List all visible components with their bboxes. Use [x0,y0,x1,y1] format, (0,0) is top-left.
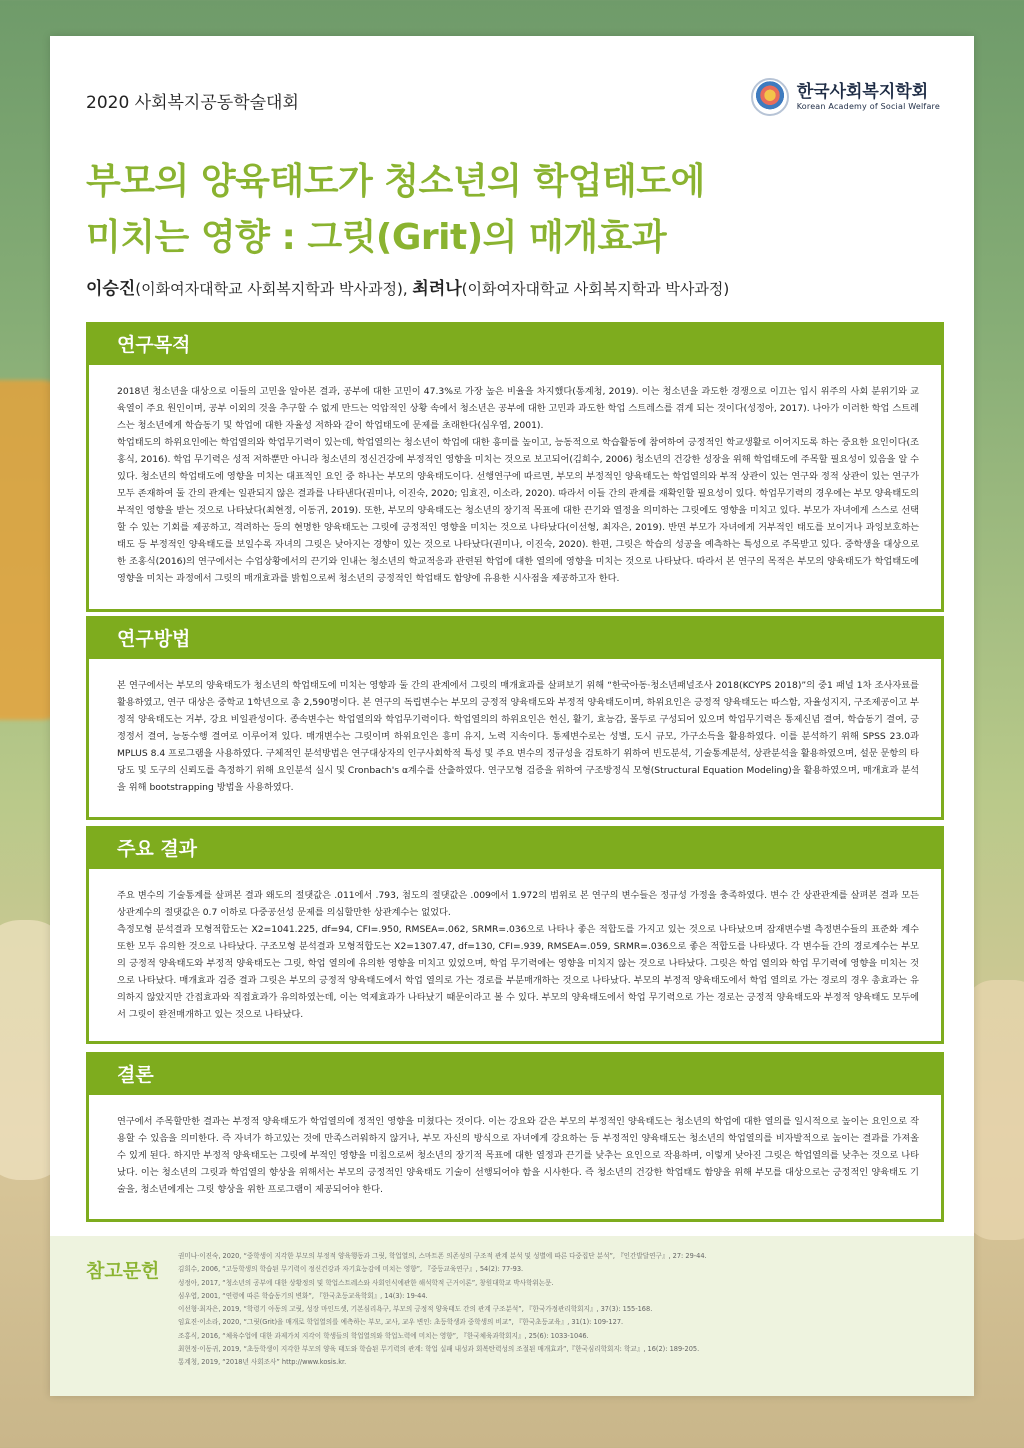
section-heading: 연구목적 [117,334,191,356]
page-title [86,154,946,266]
paragraph: 학업태도의 하위요인에는 학업열의와 학업무기력이 있는데, 학업열의는 청소년이 학업에 대한 흥미를 높이고, 능동적으로 학습활동에 참여하여 긍정적인 학교생활로 이어지도록 하는 중요한 요인이다(조홍식, 2016). 학업 무기력은 성적 저하뿐만 아니라 청소년의 정신건강에 부정적인 영향을 미치는 것으로 보고되어(김희수, 2006) 청소년의 건강한 성장을 위해 학업태도에 주목할 필요성이 있음을 알 수 있다. 청소년의 학업태도에 영향을 미치는 대표적인 요인 중 하나는 부모의 양육태도이다. 선행연구에 따르면, 부모의 부정적인 양육태도는 학업열의와 부적 상관이 있는 연구와 정적 상관이 있는 연구가 모두 존재하여 둘 간의 관계는 일관되지 않은 결과를 나타낸다(권미나, 이진숙, 2020; 임효진, 이소라, 2020). 따라서 이들 간의 관계를 재확인할 필요성이 있다. 학업무기력의 경우에는 부모 양육태도의 부적인 영향을 받는 것으로 나타났다(최현정, 이동귀, 2019). 또한, 부모의 양육태도는 청소년의 장기적 목표에 대한 끈기와 열정을 의미하는 그릿에도 영향을 미치고 있다. 부모가 자녀에게 스스로 선택할 수 있는 기회를 제공하고, 격려하는 등의 현명한 양육태도는 그릿에 긍정적인 영향을 미치는 것으로 나타났다(이선형, 최자은, 2019). 반면 부모가 자녀에게 거부적인 태도를 보이거나 과잉보호하는 태도 등 부정적인 양육태도를 보일수록 자녀의 그릿은 낮아지는 경향이 있는 것으로 나타났다(권미나, 이진숙, 2020). 한편, 그릿은 학습의 성공을 예측하는 특성으로 주목받고 있다. 중학생을 대상으로 한 조홍식(2016)의 연구에서는 수업상황에서의 끈기와 인내는 청소년의 학교적응과 관련된 학업에 대한 열의에 영향을 미치는 것으로 나타났다. 따라서 본 연구의 목적은 부모의 양육태도가 학업태도에 영향을 미치는 과정에서 그릿의 매개효과를 밝힘으로써 청소년의 긍정적인 학업태도 함양에 유용한 시사점을 제공하고자 한다. [117,437,919,584]
reference-item: 조홍식, 2016, “체육수업에 대한 과제가치 지각이 학생들의 학업열의와 학업노력에 미치는 영향”, 『한국체육과학회지』, 25(6): 1033-1046. [178,1331,589,1340]
author-name: 최려나 [412,279,462,299]
section-heading: 연구방법 [117,628,191,650]
reference-item: 최현정·이동귀, 2019, “초등학생이 지각한 부모의 양육 태도와 학습된 무기력의 관계: 학업 실패 내성과 회복탄력성의 조절된 매개효과”,『한국심리학회지: 학교』, 16(2): 189-205. [178,1345,700,1354]
section-body [89,869,941,1037]
paragraph: 측정모형 분석결과 모형적합도는 Χ2=1041.225, df=94, CFI=.950, RMSEA=.062, SRMR=.036으로 나타나 좋은 적합도를 가지고 있는 것으로 나타났으며 잠재변수별 측정변수들의 표준화 계수 또한 모두 유의한 것으로 나타났다. 구조모형 분석결과 모형적합도는 Χ2=1307.47, df=130, CFI=.939, RMSEA=.059, SRMR=.036으로 좋은 적합도를 나타냈다. 각 변수들 간의 경로계수는 부모의 긍정적 양육태도와 부정적 양육태도는 그릿, 학업 열의에 유의한 영향을 미치고 있었으며, 학업 무기력에는 영향을 미치지 않는 것으로 나타났다. 그릿은 학업 열의와 학업 무기력에 영향을 미치는 것으로 나타났다. 매개효과 검증 결과 그릿은 부모의 긍정적 양육태도에서 학업 열의로 가는 경로를 부분매개하는 것으로 나타났다. 부모의 부정적 양육태도에서 학업 열의로 가는 경로의 경우 총효과는 유의하지 않았지만 간접효과와 직접효과가 유의하였는데, 이는 억제효과가 나타났기 때문이라고 볼 수 있다. 부모의 양육태도에서 학업 무기력으로 가는 경로는 긍정적 양육태도와 부정적 양육태도 모두에서 그릿이 완전매개하고 있는 것으로 나타났다. [117,924,919,1020]
references-heading: 참고문헌 [86,1260,160,1282]
reference-item: 권미나·이진숙, 2020, “중학생이 지각한 부모의 부정적 양육행동과 그릿, 학업열의, 스마트폰 의존성의 구조적 관계 분석 및 성별에 따른 다중집단 분석”, 『인간발달연구』, 27: 29-44. [178,1252,707,1260]
author-affiliation: (이화여자대학교 사회복지학과 박사과정), [135,280,413,298]
society-name-ko: 한국사회복지학회 [796,81,929,102]
section-header [89,619,941,659]
section-header [89,1055,941,1095]
section-header [89,829,941,869]
title-line: 부모의 양육태도가 청소년의 학업태도에 [86,161,705,202]
reference-item: 통계청, 2019, “2018년 사회조사” http://www.kosis.kr. [178,1358,347,1367]
section-heading: 주요 결과 [117,838,198,860]
reference-item: 김희수, 2006, “고등학생의 학습된 무기력이 정신건강과 자기효능감에 미치는 영향”, 『중등교육연구』, 54(2): 77-93. [178,1265,524,1274]
paragraph: 주요 변수의 기술통계를 살펴본 결과 왜도의 절댓값은 .011에서 .793, 첨도의 절댓값은 .009에서 1.972의 범위로 본 연구의 변수들은 정규성 가정을 충족하였다. 변수 간 상관관계를 살펴본 결과 모든 상관계수의 절댓값은 0.7 이하로 다중공선성 문제를 의심할만한 상관계수는 없었다. [117,890,919,918]
reference-item: 성정아, 2017, “청소년의 공부에 대한 상황정의 및 학업스트레스와 사회인식에관한 해석학적 근거이론”, 창원대학교 박사학위논문. [178,1278,554,1287]
section-method [86,616,944,820]
society-emblem-icon [751,78,789,116]
conference-name: 2020 사회복지공동학술대회 [86,93,299,113]
section-body [89,659,941,810]
author-line [86,274,729,299]
section-conclusion [86,1052,944,1222]
references-panel [50,1236,974,1396]
section-body [89,365,941,601]
society-name-en: Korean Academy of Social Welfare [796,102,940,112]
paragraph: 본 연구에서는 부모의 양육태도가 청소년의 학업태도에 미치는 영향과 둘 간의 관계에서 그릿의 매개효과를 살펴보기 위해 “한국아동·청소년패널조사 2018(KCYPS 2018)”의 중1 패널 1차 조사자료를 활용하였고, 연구 대상은 중학교 1학년으로 총 2,590명이다. 본 연구의 독립변수는 부모의 긍정적 양육태도와 부정적 양육태도이며, 하위요인은 긍정적 양육태도는 따스함, 자율성지지, 구조제공이고 부정적 양육태도는 거부, 강요 비일관성이다. 종속변수는 학업열의와 학업무기력이다. 학업열의의 하위요인은 헌신, 활기, 효능감, 몰두로 구성되어 있으며 학업무기력은 통제신념 결여, 학습동기 결여, 긍정정서 결여, 능동수행 결여로 이루어져 있다. 매개변수는 그릿이며 하위요인은 흥미 유지, 노력 지속이다. 통제변수로는 성별, 도시 규모, 가구소득을 활용하였다. 이를 분석하기 위해 SPSS 23.0과 MPLUS 8.4 프로그램을 사용하였다. 구체적인 분석방법은 연구대상자의 인구사회학적 특성 및 주요 변수의 정규성을 검토하기 위하여 빈도분석, 기술통계분석, 상관분석을 활용하였으며, 설문 문항의 타당도 및 도구의 신뢰도를 측정하기 위해 요인분석 실시 및 Cronbach's α계수를 산출하였다. 연구모형 검증을 위하여 구조방정식 모형(Structural Equation Modeling)을 활용하였으며, 매개효과 분석을 위해 bootstrapping 방법을 사용하였다. [117,680,919,793]
reference-item: 임효진·이소라, 2020, “그릿(Grit)을 매개로 학업열의를 예측하는 부모, 교사, 교우 변인: 초등학생과 중학생의 비교”, 『한국초등교육』, 31(1): 109-127. [178,1318,624,1327]
section-header [89,325,941,365]
section-body [89,1095,941,1212]
poster-sheet [50,36,974,1396]
paragraph: 2018년 청소년을 대상으로 이들의 고민을 알아본 결과, 공부에 대한 고민이 47.3%로 가장 높은 비율을 차지했다(통계청, 2019). 이는 청소년을 과도한 경쟁으로 이끄는 입시 위주의 사회 분위기와 교육열이 주요 원인이며, 공부 이외의 것을 추구할 수 없게 만드는 억압적인 상황 속에서 청소년은 공부에 대한 고민과 과도한 학업 스트레스를 겪게 되는 것이다(성정아, 2017). 나아가 이러한 학업 스트레스는 청소년에게 학습동기 및 학업에 대한 자율성 저하와 같이 학업태도에 문제를 초래한다(심우엽, 2001). [117,386,919,431]
title-line: 미치는 영향 : 그릿(Grit)의 매개효과 [86,217,667,258]
section-results [86,826,944,1044]
author-affiliation: (이화여자대학교 사회복지학과 박사과정) [461,280,730,298]
reference-item: 심우엽, 2001, “연령에 따른 학습동기의 변화”, 『한국초등교육학회』, 14(3): 19-44. [178,1291,428,1300]
section-heading: 결론 [117,1064,154,1086]
paragraph: 연구에서 주목할만한 결과는 부정적 양육태도가 학업열의에 정적인 영향을 미쳤다는 것이다. 이는 강요와 같은 부모의 부정적인 양육태도는 청소년의 학업에 대한 열의를 일시적으로 높이는 요인으로 작용할 수 있음을 의미한다. 즉 자녀가 하고있는 것에 만족스러워하지 않거나, 부모 자신의 방식으로 자녀에게 강요하는 등 부정적인 양육태도는 청소년의 학업열의를 비자발적으로 높이는 결과를 가져올 수 있게 된다. 하지만 부정적 양육태도는 그릿에 부적인 영향을 미침으로써 청소년의 장기적 목표에 대한 열정과 끈기를 낮추는 요인으로 작용하며, 이렇게 낮아진 그릿은 학업열의를 낮추는 것으로 나타났다. 이는 청소년의 그릿과 학업열의 향상을 위해서는 부모의 긍정적인 양육태도 기술이 선행되어야 함을 시사한다. 즉 청소년의 건강한 학업태도 함양을 위해 부모를 대상으로는 긍정적인 양육태도 기술을, 청소년에게는 그릿 향상을 위한 프로그램이 제공되어야 한다. [117,1116,919,1195]
section-purpose [86,322,944,612]
references-list [178,1250,938,1370]
society-logo [751,78,940,116]
author-name: 이승진 [86,279,136,299]
reference-item: 이선형·최자은, 2019, “학령기 아동의 고릿, 성장 마인드셋, 기본심리욕구, 부모의 긍정적 양육태도 간의 관계 구조분석”, 『한국가정관리학회지』, 37(3): 155-168. [178,1305,653,1314]
